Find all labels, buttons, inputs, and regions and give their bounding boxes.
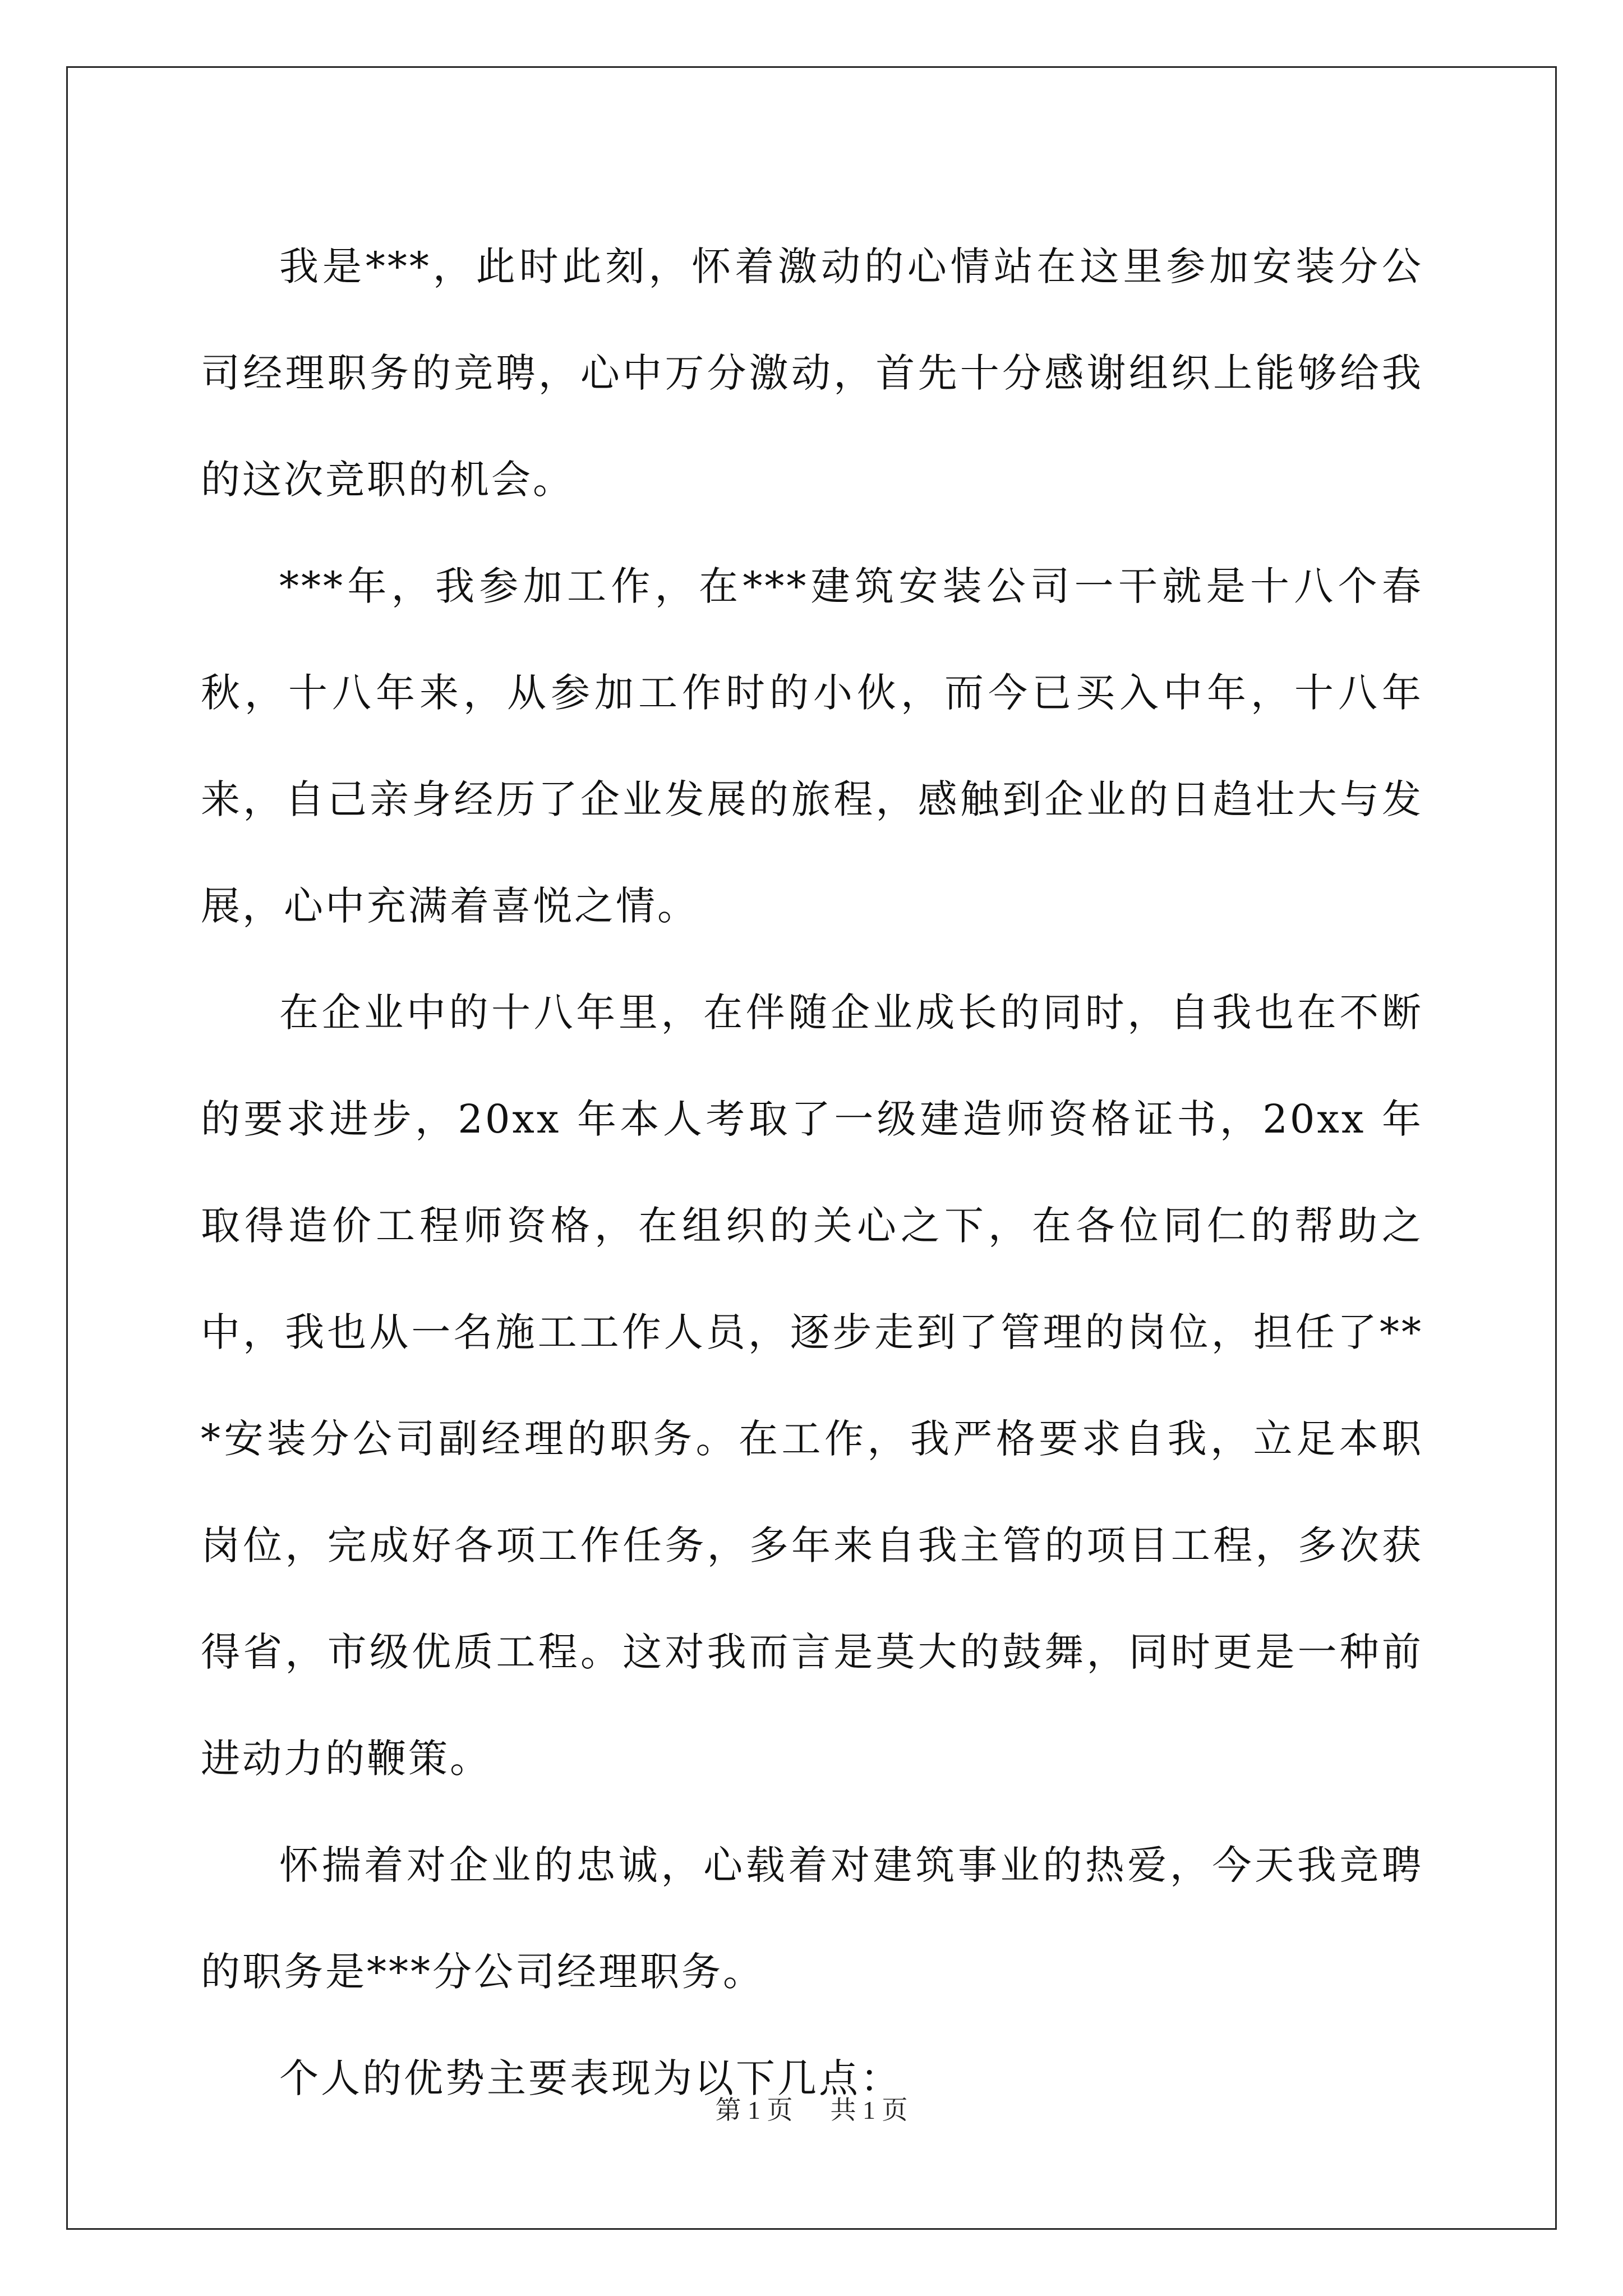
page-footer: [0, 2090, 1623, 2127]
paragraph: 怀揣着对企业的忠诚，心载着对建筑事业的热爱，今天我竞聘的职务是***分公司经理职务。: [201, 1842, 1423, 1995]
paragraph: 个人的优势主要表现为以下几点：: [279, 2055, 902, 2101]
page-total: 共 1 页: [830, 2096, 908, 2124]
document-body: [201, 213, 1423, 2132]
page-number: 第 1 页: [715, 2096, 793, 2124]
paragraph: 我是***，此时此刻，怀着激动的心情站在这里参加安装分公司经理职务的竞聘，心中万分激动，首先十分感谢组织上能够给我的这次竞职的机会。: [201, 243, 1423, 503]
paragraph: ***年，我参加工作，在***建筑安装公司一干就是十八个春秋，十八年来，从参加工作时的小伙，而今已买入中年，十八年来，自己亲身经历了企业发展的旅程，感触到企业的日趋壮大与发展，心中充满着喜悦之情。: [201, 563, 1423, 929]
paragraph: 在企业中的十八年里，在伴随企业成长的同时，自我也在不断的要求进步，20xx 年本人考取了一级建造师资格证书，20xx 年取得造价工程师资格，在组织的关心之下，在各位同仁的帮助之中，我也从一名施工工作人员，逐步走到了管理的岗位，担任了***安装分公司副经理的职务。在工作，我严格要求自我，立足本职岗位，完成好各项工作任务，多年来自我主管的项目工程，多次获得省，市级优质工程。这对我而言是莫大的鼓舞，同时更是一种前进动力的鞭策。: [201, 990, 1423, 1782]
